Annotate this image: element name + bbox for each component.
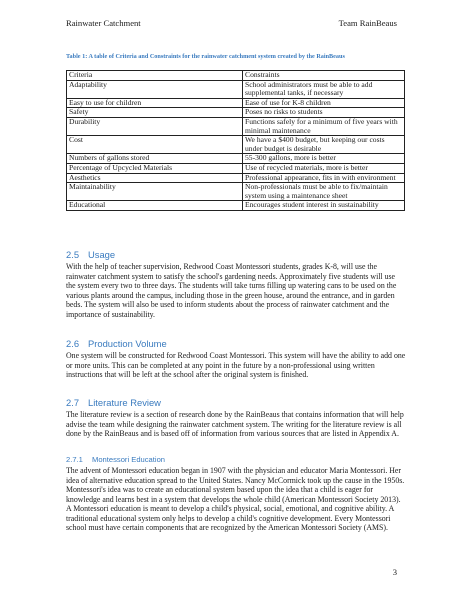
table-row (67, 98, 405, 108)
paragraph: The advent of Montessori education began in 1907 with the physician and educator Maria Montessori. Her idea of alternative education spread to the United States. Nancy McCormick took up the cause in the 1950s. Montessori's idea was to create an educational system based upon the idea that a child is eager for knowledge and learns best in a system that develops the whole child (American Montessori Society 2013). A Montessori education is meant to develop a child's physical, social, emotional, and cognitive ability. A traditional educational system only helps to develop a child's cognitive development. Every Montessori school must have certain components that are recognized by the American Montessori Society (AMS). (66, 466, 405, 532)
section-number: 2.6 (66, 338, 80, 349)
criteria-cell: Maintainability (67, 183, 243, 201)
column-header: Constraints (243, 71, 405, 81)
criteria-cell: Durability (67, 117, 243, 135)
table-row (67, 80, 405, 98)
constraint-cell: Encourages student interest in sustainability (243, 201, 405, 211)
criteria-cell: Adaptability (67, 80, 243, 98)
constraint-cell: Professional appearance, fits in with environment (243, 173, 405, 183)
header-right: Team RainBeaus (338, 18, 397, 28)
table-caption: Table 1: A table of Criteria and Constraints for the rainwater catchment system created by the RainBeaus (66, 53, 345, 60)
criteria-cell: Cost (67, 136, 243, 154)
constraint-cell: School administrators must be able to add supplemental tanks, if necessary (243, 80, 405, 98)
subsection-heading (66, 455, 165, 464)
section-title: Usage (88, 249, 116, 260)
paragraph: With the help of teacher supervision, Redwood Coast Montessori students, grades K-8, will use the rainwater catchment system to satisfy the school's gardening needs. Approximately five students will use the system every two to three days. The students will take turns filling up watering cans to be used on the various plants around the campus, including those in the green house, around the entrance, and in garden beds. The system will also be used to inform students about the process of rainwater catchment and the importance of sustainability. (66, 262, 397, 319)
table-row (67, 154, 405, 164)
section-number: 2.7 (66, 397, 80, 408)
criteria-cell: Aesthetics (67, 173, 243, 183)
section-heading (66, 338, 167, 349)
paragraph: One system will be constructed for Redwood Coast Montessori. This system will have the ability to add one or more units. This can be completed at any point in the future by a non-professional using written instructions that will be left at the school after the original system is finished. (66, 351, 406, 379)
paragraph: The literature review is a section of research done by the RainBeaus that contains information that will help advise the team while designing the rainwater catchment system. The writing for the literature review is all done by the RainBeaus and is based off of information from various sources that are listed in Appendix A. (66, 410, 404, 438)
criteria-cell: Percentage of Upcycled Materials (67, 163, 243, 173)
section-number: 2.5 (66, 249, 80, 260)
table-row (67, 136, 405, 154)
section-heading (66, 249, 115, 260)
table-header-row (67, 71, 405, 81)
section-heading (66, 397, 161, 408)
constraint-cell: Functions safely for a minimum of five years with minimal maintenance (243, 117, 405, 135)
table-row (67, 117, 405, 135)
criteria-table (66, 70, 405, 211)
section-title: Literature Review (88, 397, 161, 408)
constraint-cell: Ease of use for K-8 children (243, 98, 405, 108)
header-left: Rainwater Catchment (66, 18, 141, 28)
column-header: Criteria (67, 71, 243, 81)
table-row (67, 201, 405, 211)
table-row (67, 163, 405, 173)
constraint-cell: Use of recycled materials, more is better (243, 163, 405, 173)
criteria-cell: Easy to use for children (67, 98, 243, 108)
criteria-cell: Numbers of gallons stored (67, 154, 243, 164)
criteria-cell: Safety (67, 108, 243, 118)
criteria-cell: Educational (67, 201, 243, 211)
section-number: 2.7.1 (66, 455, 83, 464)
table-row (67, 183, 405, 201)
section-title: Montessori Education (92, 455, 166, 464)
constraint-cell: Non-professionals must be able to fix/maintain system using a maintenance sheet (243, 183, 405, 201)
page-header (66, 18, 397, 28)
constraint-cell: We have a $400 budget, but keeping our costs under budget is desirable (243, 136, 405, 154)
constraint-cell: Poses no risks to students (243, 108, 405, 118)
constraint-cell: 55-300 gallons, more is better (243, 154, 405, 164)
page-number: 3 (392, 567, 397, 577)
section-title: Production Volume (88, 338, 167, 349)
